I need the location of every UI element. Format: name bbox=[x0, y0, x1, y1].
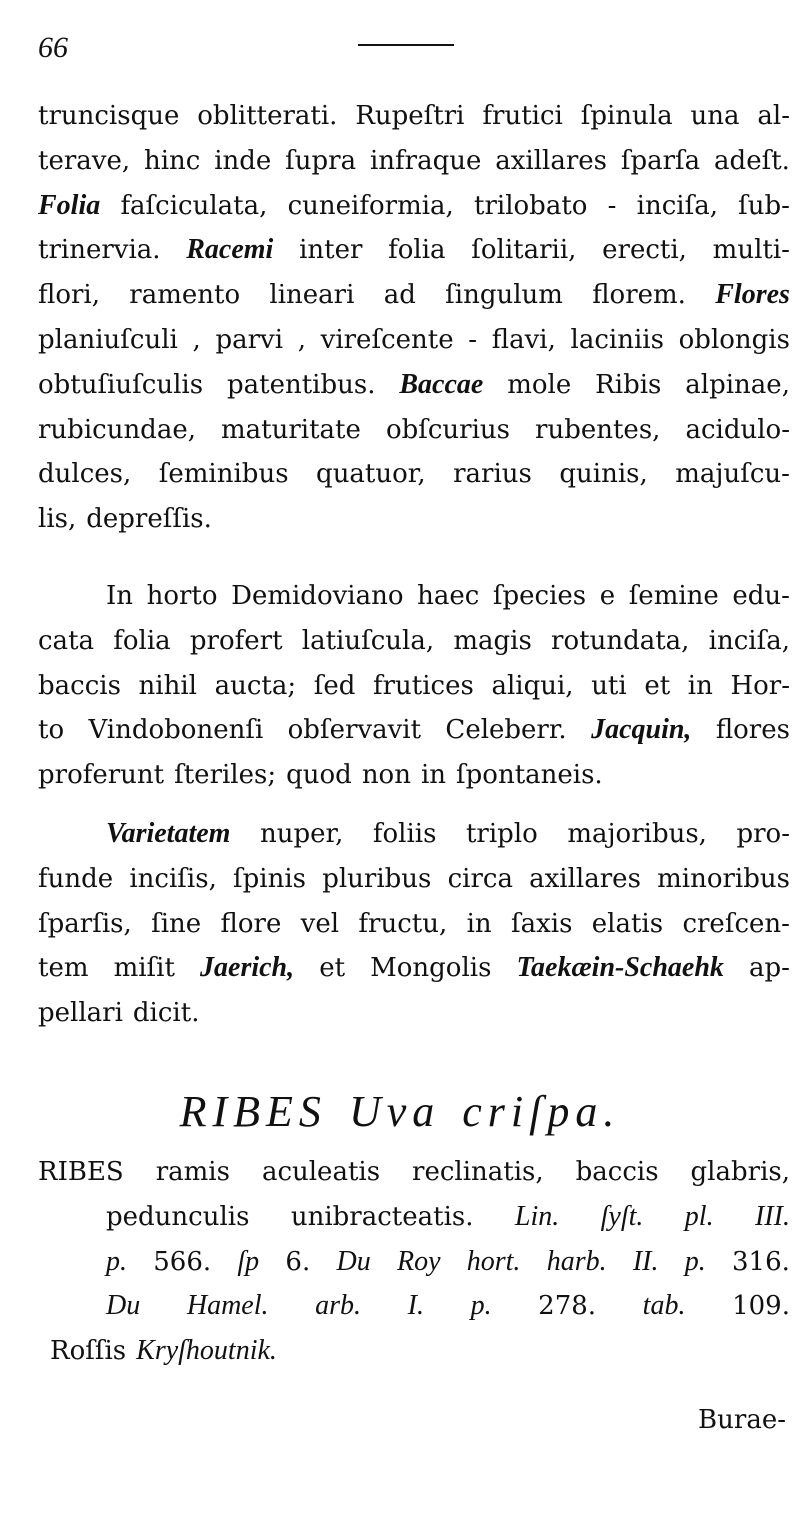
word: elatis bbox=[591, 908, 664, 939]
text-line bbox=[38, 94, 790, 139]
word: hort. bbox=[466, 1245, 521, 1277]
word: fructu, bbox=[358, 908, 448, 939]
word: axillares bbox=[495, 145, 607, 176]
word: in bbox=[687, 670, 713, 701]
word: Celeberr. bbox=[445, 715, 567, 746]
text-line bbox=[38, 619, 790, 664]
word: depreſſis. bbox=[86, 504, 212, 535]
word: in bbox=[466, 908, 492, 939]
word: ſpinis bbox=[233, 863, 307, 894]
word: edu- bbox=[732, 581, 790, 611]
word: multi- bbox=[712, 235, 790, 266]
word: inter bbox=[299, 235, 363, 266]
word: aliqui, bbox=[491, 670, 574, 701]
word: Rupeſtri bbox=[355, 101, 465, 131]
word: trinervia. bbox=[38, 235, 161, 266]
word: obtuſiuſculis bbox=[38, 369, 204, 400]
word: II. bbox=[632, 1245, 659, 1277]
word: circa bbox=[447, 863, 513, 894]
section-title bbox=[0, 1082, 800, 1142]
word: ſpinula bbox=[580, 101, 673, 131]
species-entry bbox=[38, 1150, 790, 1374]
word: trilobato bbox=[474, 190, 588, 221]
word: inde bbox=[214, 145, 272, 176]
word: ſine bbox=[151, 908, 202, 939]
word: ſpecies bbox=[492, 581, 587, 611]
word: proferunt bbox=[38, 760, 165, 791]
word: al- bbox=[757, 101, 790, 131]
word: rarius bbox=[453, 459, 532, 490]
word: parvi bbox=[215, 324, 284, 355]
word: Jacquin, bbox=[591, 714, 692, 746]
word: tab. bbox=[642, 1290, 686, 1322]
word: foliis bbox=[372, 819, 437, 849]
text-line bbox=[38, 664, 790, 709]
word: inciſis, bbox=[129, 863, 217, 894]
word: - bbox=[607, 190, 617, 221]
paragraph-variety bbox=[38, 812, 790, 1036]
text-line bbox=[38, 1150, 790, 1195]
word: Racemi bbox=[186, 234, 274, 266]
word: 109. bbox=[732, 1291, 790, 1322]
word: Hor- bbox=[730, 670, 790, 701]
word: creſcen- bbox=[682, 908, 790, 939]
text-line bbox=[38, 708, 790, 753]
word: et bbox=[644, 670, 671, 701]
word: inciſa, bbox=[708, 625, 790, 656]
word: p. bbox=[470, 1290, 492, 1322]
word: , bbox=[297, 324, 306, 355]
word: e bbox=[599, 581, 616, 611]
word: Hamel. bbox=[186, 1290, 269, 1322]
word: frutices bbox=[373, 670, 474, 701]
page-number: 66 bbox=[38, 31, 68, 64]
word: latiuſcula, bbox=[301, 625, 435, 656]
word: III. bbox=[754, 1200, 790, 1232]
text-line bbox=[38, 1284, 790, 1329]
word: Jaerich, bbox=[200, 952, 295, 984]
word: adeſt. bbox=[714, 145, 790, 176]
word: ſed bbox=[313, 670, 356, 701]
word: reclinatis, bbox=[412, 1157, 544, 1187]
word: florem. bbox=[592, 280, 686, 311]
word: horto bbox=[146, 581, 218, 611]
word: quatuor, bbox=[316, 459, 426, 490]
word: ap- bbox=[749, 953, 790, 984]
word: pro- bbox=[736, 819, 790, 849]
word: folia bbox=[113, 625, 171, 656]
word: Roſſis bbox=[50, 1336, 127, 1367]
word: magis bbox=[453, 625, 532, 656]
word: erecti, bbox=[602, 235, 687, 266]
word: flori, bbox=[38, 280, 101, 311]
word: folia bbox=[388, 235, 446, 266]
word: uti bbox=[591, 670, 627, 701]
word: mole bbox=[507, 369, 572, 400]
text-line bbox=[38, 408, 790, 453]
word: rubicundae, bbox=[38, 414, 196, 445]
word: Kryſhoutnik. bbox=[136, 1335, 277, 1367]
text-line bbox=[38, 228, 790, 273]
word: terave, bbox=[38, 145, 131, 176]
word: arb. bbox=[315, 1290, 362, 1322]
word: quod bbox=[286, 760, 352, 791]
word: flores bbox=[715, 715, 790, 746]
word: nihil bbox=[138, 670, 197, 701]
word: obſcurius bbox=[385, 414, 510, 445]
word: ad bbox=[383, 280, 416, 311]
word: Vindobonenſi bbox=[88, 715, 264, 746]
word: ſingulum bbox=[445, 280, 563, 311]
word: 278. bbox=[538, 1291, 597, 1322]
word: alpinae, bbox=[685, 369, 790, 400]
word: Roy bbox=[396, 1245, 441, 1277]
word: faſciculata, bbox=[120, 190, 268, 221]
word: p. bbox=[684, 1245, 706, 1277]
word: laciniis bbox=[570, 324, 664, 355]
word: oblongis bbox=[678, 324, 790, 355]
word: tem bbox=[38, 953, 89, 984]
word: hinc bbox=[143, 145, 201, 176]
word: majoribus, bbox=[567, 819, 707, 849]
word: Folia bbox=[38, 189, 101, 221]
text-line bbox=[38, 318, 790, 363]
word: Lin. bbox=[514, 1200, 560, 1232]
word: Demidoviano bbox=[231, 581, 404, 611]
paragraph-cultivation bbox=[38, 574, 790, 798]
word: quinis, bbox=[559, 459, 648, 490]
word: miſit bbox=[113, 953, 175, 984]
word: minoribus bbox=[657, 863, 790, 894]
word: maturitate bbox=[221, 414, 361, 445]
text-line bbox=[38, 1240, 790, 1285]
section-title-epithet: Uva bbox=[348, 1087, 441, 1136]
word: una bbox=[690, 101, 740, 131]
word: et bbox=[319, 953, 346, 984]
text-line bbox=[38, 991, 790, 1036]
word: aucta; bbox=[214, 670, 297, 701]
word: Mongolis bbox=[370, 953, 492, 984]
word: oblitterati. bbox=[197, 101, 338, 131]
word: funde bbox=[38, 863, 114, 894]
word: - bbox=[468, 324, 478, 355]
word: I. bbox=[407, 1290, 424, 1322]
word: 6. bbox=[285, 1246, 311, 1277]
word: pedunculis bbox=[106, 1201, 250, 1232]
word: acidulo- bbox=[685, 414, 790, 445]
word: Flores bbox=[715, 279, 790, 311]
word: p. bbox=[106, 1245, 127, 1277]
word: harb. bbox=[546, 1245, 607, 1277]
word: flore bbox=[220, 908, 282, 939]
word: majuſcu- bbox=[675, 459, 790, 490]
word: baccis bbox=[575, 1157, 659, 1187]
word: inciſa, bbox=[636, 190, 718, 221]
word: unibracteatis. bbox=[290, 1201, 474, 1232]
word: nuper, bbox=[259, 819, 344, 849]
word: infraque bbox=[369, 145, 482, 176]
word: ſupra bbox=[285, 145, 357, 176]
text-line bbox=[38, 273, 790, 318]
word: ramento bbox=[129, 280, 241, 311]
text-line bbox=[38, 452, 790, 497]
word: 316. bbox=[732, 1246, 790, 1277]
text-line bbox=[38, 857, 790, 902]
word: planiuſculi bbox=[38, 324, 178, 355]
paragraph-description bbox=[38, 94, 790, 542]
word: frutici bbox=[482, 101, 563, 131]
word: pluribus bbox=[322, 863, 432, 894]
section-title-genus: RIBES bbox=[179, 1087, 327, 1136]
word: 566. bbox=[153, 1246, 212, 1277]
word: ſub- bbox=[738, 190, 790, 221]
text-line bbox=[38, 139, 790, 184]
text-line bbox=[38, 753, 790, 798]
word: cuneiformia, bbox=[287, 190, 454, 221]
word: vel bbox=[300, 908, 340, 939]
word: ſp bbox=[237, 1245, 260, 1277]
word: Du bbox=[106, 1290, 141, 1322]
word: lis, bbox=[38, 504, 77, 535]
word: dulces, bbox=[38, 459, 132, 490]
word: Ribis bbox=[595, 369, 662, 400]
word: In bbox=[106, 581, 134, 611]
word: Du bbox=[336, 1245, 371, 1277]
word: ſparſa bbox=[620, 145, 701, 176]
word: rotundata, bbox=[551, 625, 690, 656]
word: patentibus. bbox=[226, 369, 376, 400]
word: lineari bbox=[269, 280, 355, 311]
text-line bbox=[38, 1195, 790, 1240]
word: cata bbox=[38, 625, 95, 656]
text-line bbox=[38, 1329, 790, 1374]
word: ramis bbox=[155, 1157, 230, 1187]
section-title-epithet-2: criſpa. bbox=[462, 1087, 621, 1136]
word: obſervavit bbox=[287, 715, 422, 746]
word: non bbox=[361, 760, 411, 791]
word: ſemine bbox=[628, 581, 719, 611]
text-line bbox=[38, 902, 790, 947]
word: ſteriles; bbox=[174, 760, 277, 791]
word: ſpontaneis. bbox=[456, 760, 603, 791]
text-line bbox=[38, 363, 790, 408]
header-rule bbox=[358, 44, 454, 46]
word: haec bbox=[417, 581, 480, 611]
word: glabris, bbox=[690, 1157, 790, 1187]
word: ſeminibus bbox=[158, 459, 289, 490]
word: axillares bbox=[529, 863, 641, 894]
word: ſolitarii, bbox=[471, 235, 577, 266]
word: Varietatem bbox=[106, 818, 231, 849]
word: pellari bbox=[38, 998, 123, 1029]
word: to bbox=[38, 715, 65, 746]
word: ſparſis, bbox=[38, 908, 132, 939]
catchword: Burae- bbox=[698, 1405, 786, 1435]
word: triplo bbox=[465, 819, 538, 849]
text-line bbox=[38, 574, 790, 619]
word: aculeatis bbox=[261, 1157, 381, 1187]
word: vireſcente bbox=[320, 324, 454, 355]
word: baccis bbox=[38, 670, 121, 701]
text-line bbox=[38, 497, 790, 542]
word: , bbox=[192, 324, 201, 355]
word: rubentes, bbox=[535, 414, 661, 445]
word: ſaxis bbox=[510, 908, 573, 939]
word: ſyſt. bbox=[600, 1200, 644, 1232]
word: flavi, bbox=[491, 324, 556, 355]
text-line bbox=[38, 812, 790, 857]
text-line bbox=[38, 946, 790, 991]
word: Taekæin-Schaehk bbox=[516, 952, 724, 984]
word: RIBES bbox=[38, 1157, 124, 1187]
word: truncisque bbox=[38, 101, 180, 131]
word: pl. bbox=[684, 1200, 714, 1232]
word: profert bbox=[189, 625, 283, 656]
text-line bbox=[38, 184, 790, 229]
word: Baccae bbox=[399, 368, 484, 400]
word: in bbox=[420, 760, 447, 791]
word: dicit. bbox=[132, 998, 200, 1029]
